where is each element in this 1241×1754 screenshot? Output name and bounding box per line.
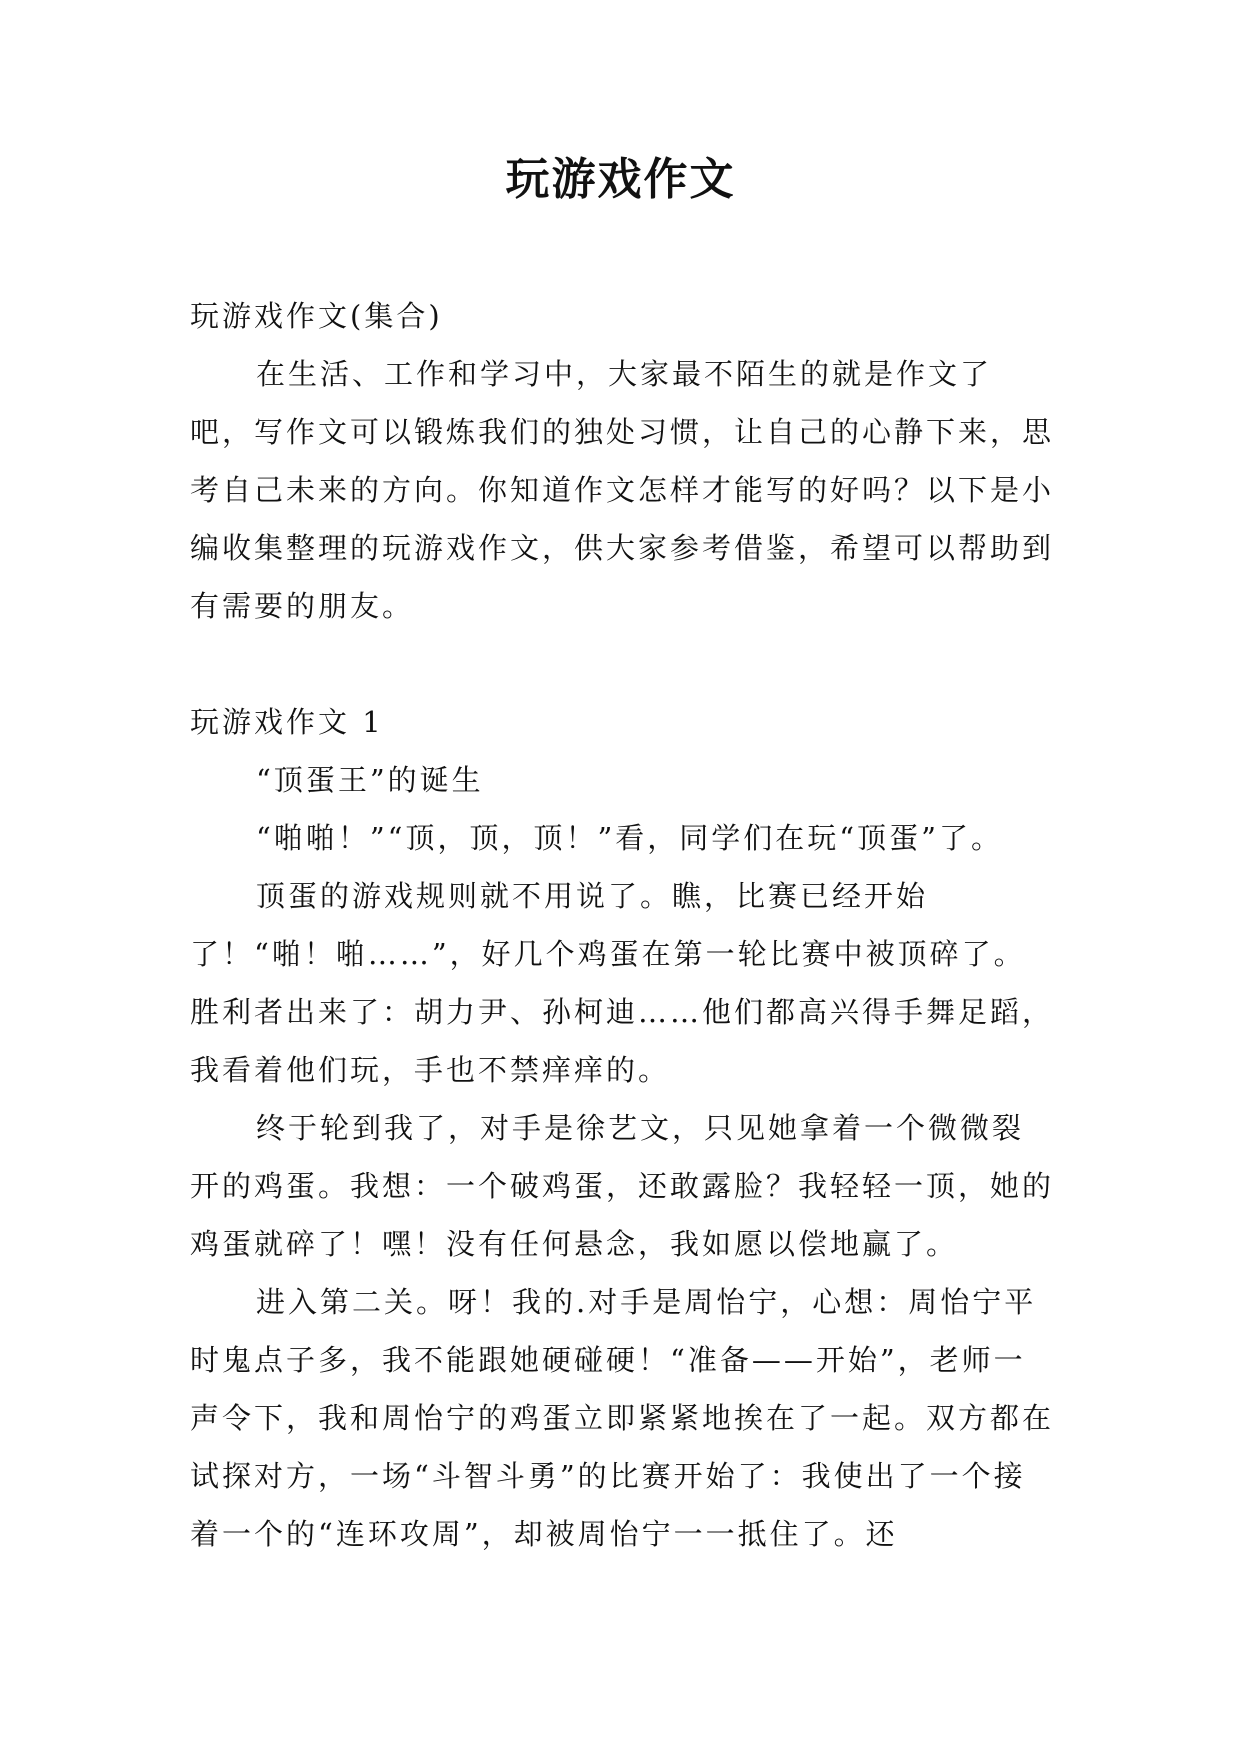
paragraph: 终于轮到我了，对手是徐艺文，只见她拿着一个微微裂开的鸡蛋。我想：一个破鸡蛋，还敢露脸？我轻轻一顶，她的鸡蛋就碎了！嘿！没有任何悬念，我如愿以偿地赢了。	[190, 1111, 1055, 1261]
document-title: 玩游戏作文	[505, 154, 736, 205]
intro-paragraph: 在生活、工作和学习中，大家最不陌生的就是作文了吧，写作文可以锻炼我们的独处习惯，让自己的心静下来，思考自己未来的方向。你知道作文怎样才能写的好吗？以下是小编收集整理的玩游戏作文，供大家参考借鉴，希望可以帮助到有需要的朋友。	[190, 357, 1055, 623]
subtitle: 玩游戏作文(集合)	[190, 299, 443, 333]
document-body	[190, 287, 1055, 1563]
paragraph: 顶蛋的游戏规则就不用说了。瞧，比赛已经开始了！“啪！啪……”，好几个鸡蛋在第一轮比赛中被顶碎了。胜利者出来了：胡力尹、孙柯迪……他们都高兴得手舞足蹈，我看着他们玩，手也不禁痒痒的。	[190, 879, 1055, 1087]
paragraph: 进入第二关。呀！我的.对手是周怡宁，心想：周怡宁平时鬼点子多，我不能跟她硬碰硬！“准备——开始”，老师一声令下，我和周怡宁的鸡蛋立即紧紧地挨在了一起。双方都在试探对方，一场“斗智斗勇”的比赛开始了：我使出了一个接着一个的“连环攻周”，却被周怡宁一一抵住了。还	[190, 1285, 1055, 1551]
paragraph: “啪啪！”“顶，顶，顶！”看，同学们在玩“顶蛋”了。	[256, 821, 1003, 855]
story-title: “顶蛋王”的诞生	[256, 763, 484, 797]
section-heading: 玩游戏作文 1	[190, 705, 384, 739]
